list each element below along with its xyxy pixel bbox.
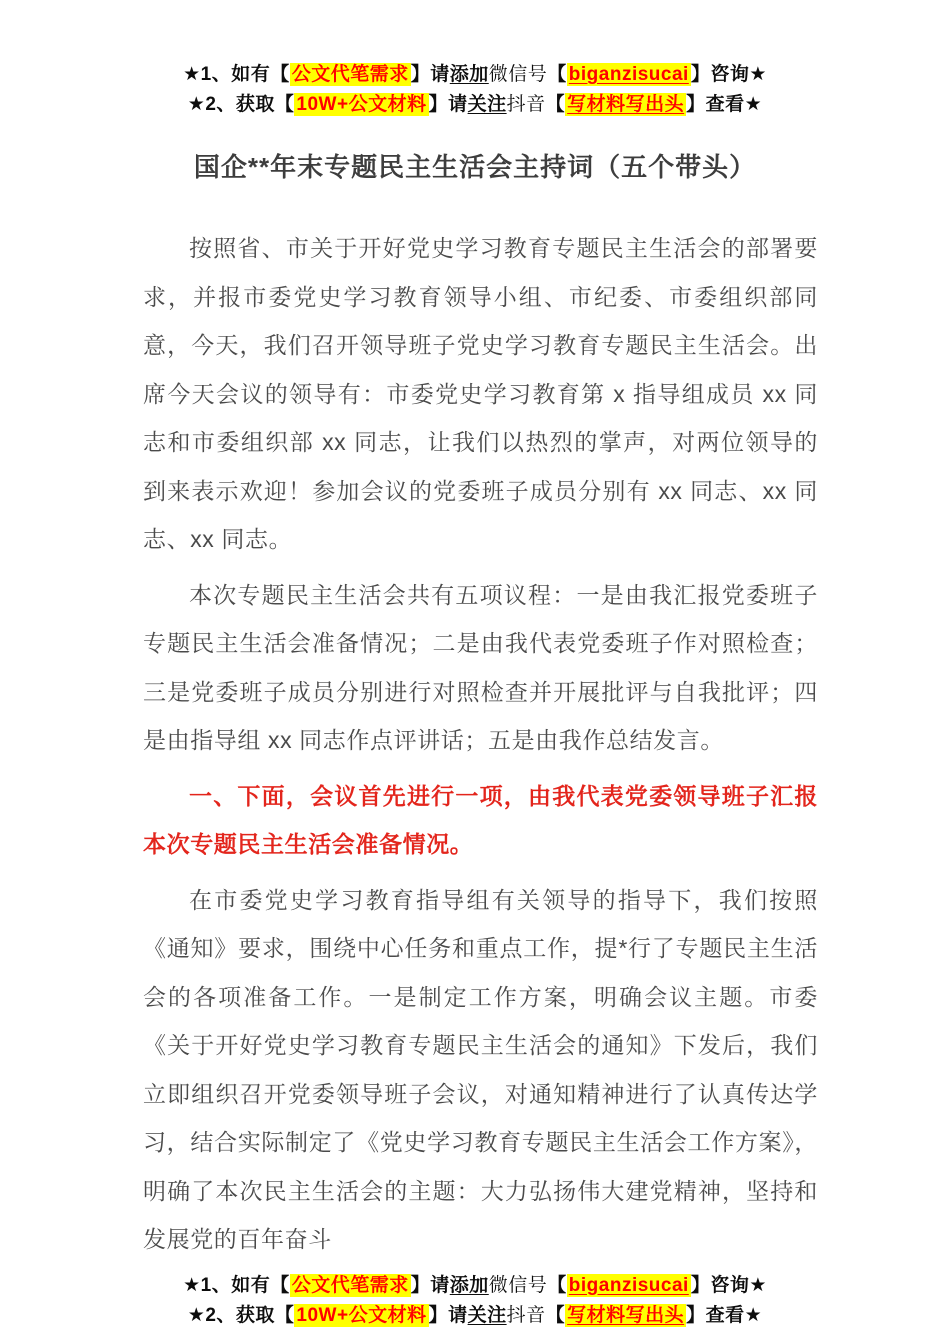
promo-header — [0, 0, 950, 120]
promo-highlight-text: 10W+公文材料 — [296, 1304, 427, 1326]
promo-text: 微信号 — [488, 64, 548, 85]
body-paragraph-3: 在市委党史学习教育指导组有关领导的指导下，我们按照《通知》要求，围绕中心任务和重点工作，提*行了专题民主生活会的各项准备工作。一是制定工作方案，明确会议主题。市委《关于开好党史学习教育专题民主生活会的通知》下发后，我们立即组织召开党委领导班子会议，对通知精神进行了认真传达学习，结合实际制定了《党史学习教育专题民主生活会工作方案》，明确了本次民主生活会的主题：大力弘扬伟大建党精神，坚持和发展党的百年奋斗 — [143, 886, 818, 1252]
promo-text: ★2、获取【 — [187, 1304, 295, 1326]
promo-text: 】请 — [428, 94, 468, 115]
promo-underline-text: 关注 — [467, 1304, 507, 1326]
promo-text: ★1、如有【 — [183, 64, 290, 85]
promo-text: 】请 — [410, 1274, 450, 1296]
promo-douyin-id: 写材料写出头 — [567, 1304, 685, 1326]
promo-underline-text: 添加 — [449, 64, 489, 85]
promo-footer — [0, 1271, 950, 1344]
promo-wechat-id: biganzisucai — [568, 1274, 689, 1296]
promo-text: 】查看★ — [686, 94, 763, 115]
promo-highlight-text: 公文代笔需求 — [291, 64, 409, 85]
promo-highlight-text: 10W+公文材料 — [296, 94, 427, 115]
promo-text: 【 — [545, 1304, 566, 1326]
promo-text: 】查看★ — [686, 1304, 763, 1326]
promo-text: 抖音 — [506, 1304, 546, 1326]
body-paragraph-1: 按照省、市关于开好党史学习教育专题民主生活会的部署要求，并报市委党史学习教育领导小组、市纪委、市委组织部同意，今天，我们召开领导班子党史学习教育专题民主生活会。出席今天会议的领导有：市委党史学习教育第 x 指导组成员 xx 同志和市委组织部 xx 同志，让我们以热烈的掌声，对两位领导的到来表示欢迎！参加会议的党委班子成员分别有 xx 同志、xx 同志、xx 同志。 — [143, 235, 818, 552]
promo-text: ★1、如有【 — [183, 1274, 290, 1296]
promo-text: 【 — [547, 1274, 567, 1296]
promo-underline-text: 关注 — [467, 94, 507, 115]
promo-text: ★2、获取【 — [187, 94, 295, 115]
promo-underline-text: 添加 — [449, 1274, 489, 1296]
body-paragraph-2: 本次专题民主生活会共有五项议程：一是由我汇报党委班子专题民主生活会准备情况；二是由我代表党委班子作对照检查；三是党委班子成员分别进行对照检查并开展批评与自我批评；四是由指导组 xx 同志作点评讲话；五是由我作总结发言。 — [143, 581, 818, 753]
promo-footer-line-1 — [0, 1271, 950, 1301]
promo-highlight-text: 公文代笔需求 — [291, 1274, 409, 1296]
promo-text: 微信号 — [488, 1274, 548, 1296]
promo-footer-line-2 — [0, 1301, 950, 1331]
promo-text: 抖音 — [506, 94, 546, 115]
promo-text: 】请 — [428, 1304, 468, 1326]
promo-text: 】请 — [410, 64, 450, 85]
promo-header-line-2 — [0, 90, 950, 120]
document-title: 国企**年末专题民主生活会主持词（五个带头） — [193, 152, 757, 182]
agenda-heading-red: 一、下面，会议首先进行一项，由我代表党委领导班子汇报本次专题民主生活会准备情况。 — [143, 782, 818, 857]
promo-header-line-1 — [0, 60, 950, 90]
document-body — [143, 224, 818, 1271]
promo-text: 】咨询★ — [690, 64, 767, 85]
promo-douyin-id: 写材料写出头 — [567, 94, 685, 115]
promo-wechat-id: biganzisucai — [568, 64, 689, 85]
promo-text: 【 — [547, 64, 567, 85]
promo-text: 【 — [545, 94, 566, 115]
promo-text: 】咨询★ — [690, 1274, 767, 1296]
